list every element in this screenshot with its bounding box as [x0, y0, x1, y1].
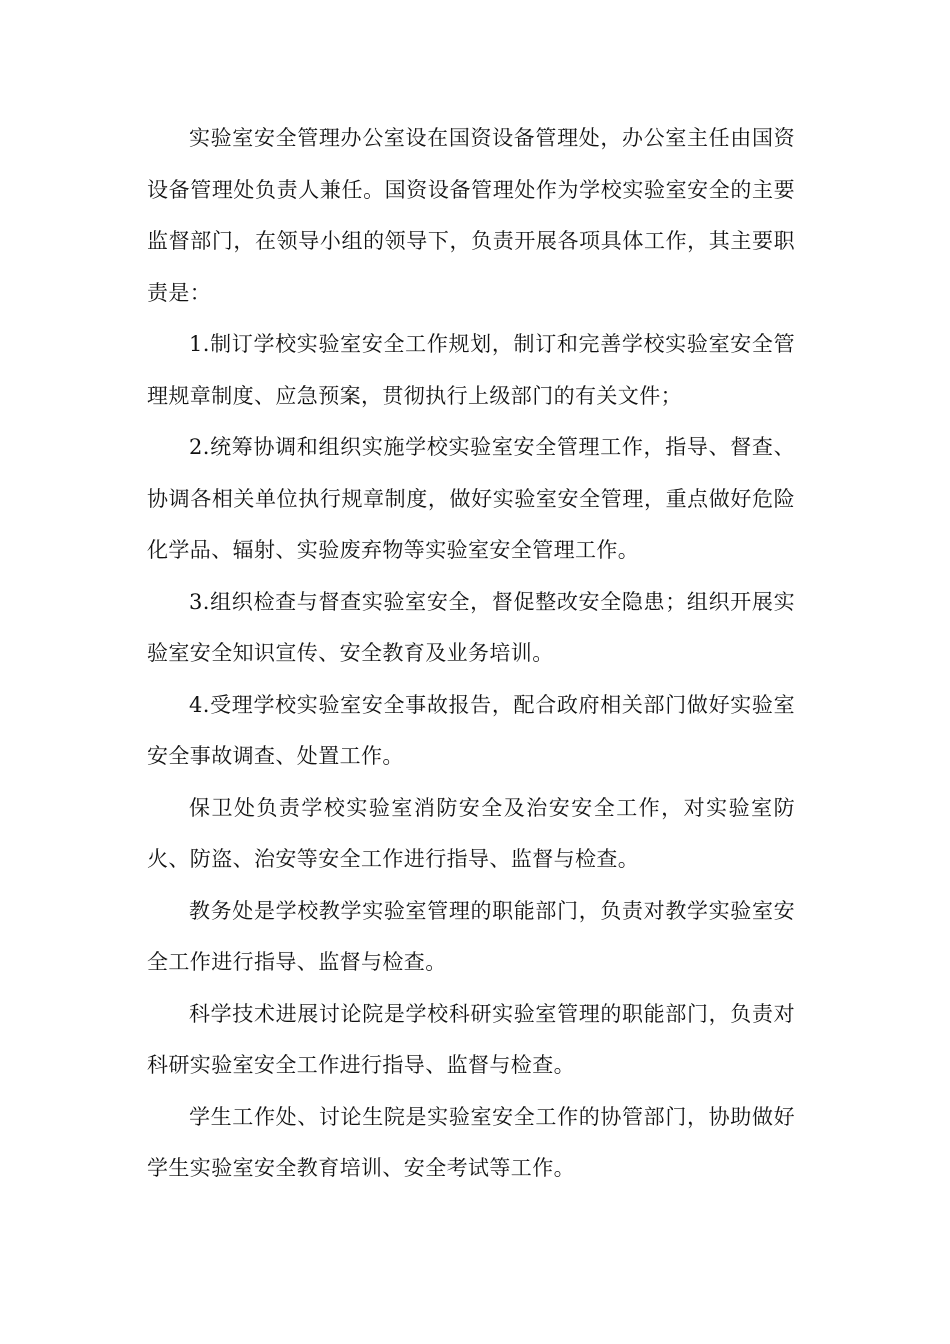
document-body	[147, 113, 795, 1195]
paragraph-duty-4: 4.受理学校实验室安全事故报告，配合政府相关部门做好实验室安全事故调查、处置工作。	[147, 692, 795, 768]
paragraph-student-affairs: 学生工作处、讨论生院是实验室安全工作的协管部门，协助做好学生实验室安全教育培训、安全考试等工作。	[147, 1104, 795, 1180]
paragraph-duty-2: 2.统筹协调和组织实施学校实验室安全管理工作，指导、督查、协调各相关单位执行规章制度，做好实验室安全管理，重点做好危险化学品、辐射、实验废弃物等实验室安全管理工作。	[147, 435, 795, 562]
paragraph-duty-1: 1.制订学校实验室安全工作规划，制订和完善学校实验室安全管理规章制度、应急预案，贯彻执行上级部门的有关文件；	[147, 332, 795, 408]
paragraph-academic-affairs: 教务处是学校教学实验室管理的职能部门，负责对教学实验室安全工作进行指导、监督与检查。	[147, 898, 795, 974]
paragraph-science-technology: 科学技术进展讨论院是学校科研实验室管理的职能部门，负责对科研实验室安全工作进行指导、监督与检查。	[147, 1001, 795, 1077]
paragraph-lab-safety-office: 实验室安全管理办公室设在国资设备管理处，办公室主任由国资设备管理处负责人兼任。国资设备管理处作为学校实验室安全的主要监督部门，在领导小组的领导下，负责开展各项具体工作，其主要职责是：	[147, 126, 795, 305]
paragraph-duty-3: 3.组织检查与督查实验室安全，督促整改安全隐患；组织开展实验室安全知识宣传、安全教育及业务培训。	[147, 589, 795, 665]
paragraph-security-office: 保卫处负责学校实验室消防安全及治安安全工作，对实验室防火、防盗、治安等安全工作进行指导、监督与检查。	[147, 795, 795, 871]
